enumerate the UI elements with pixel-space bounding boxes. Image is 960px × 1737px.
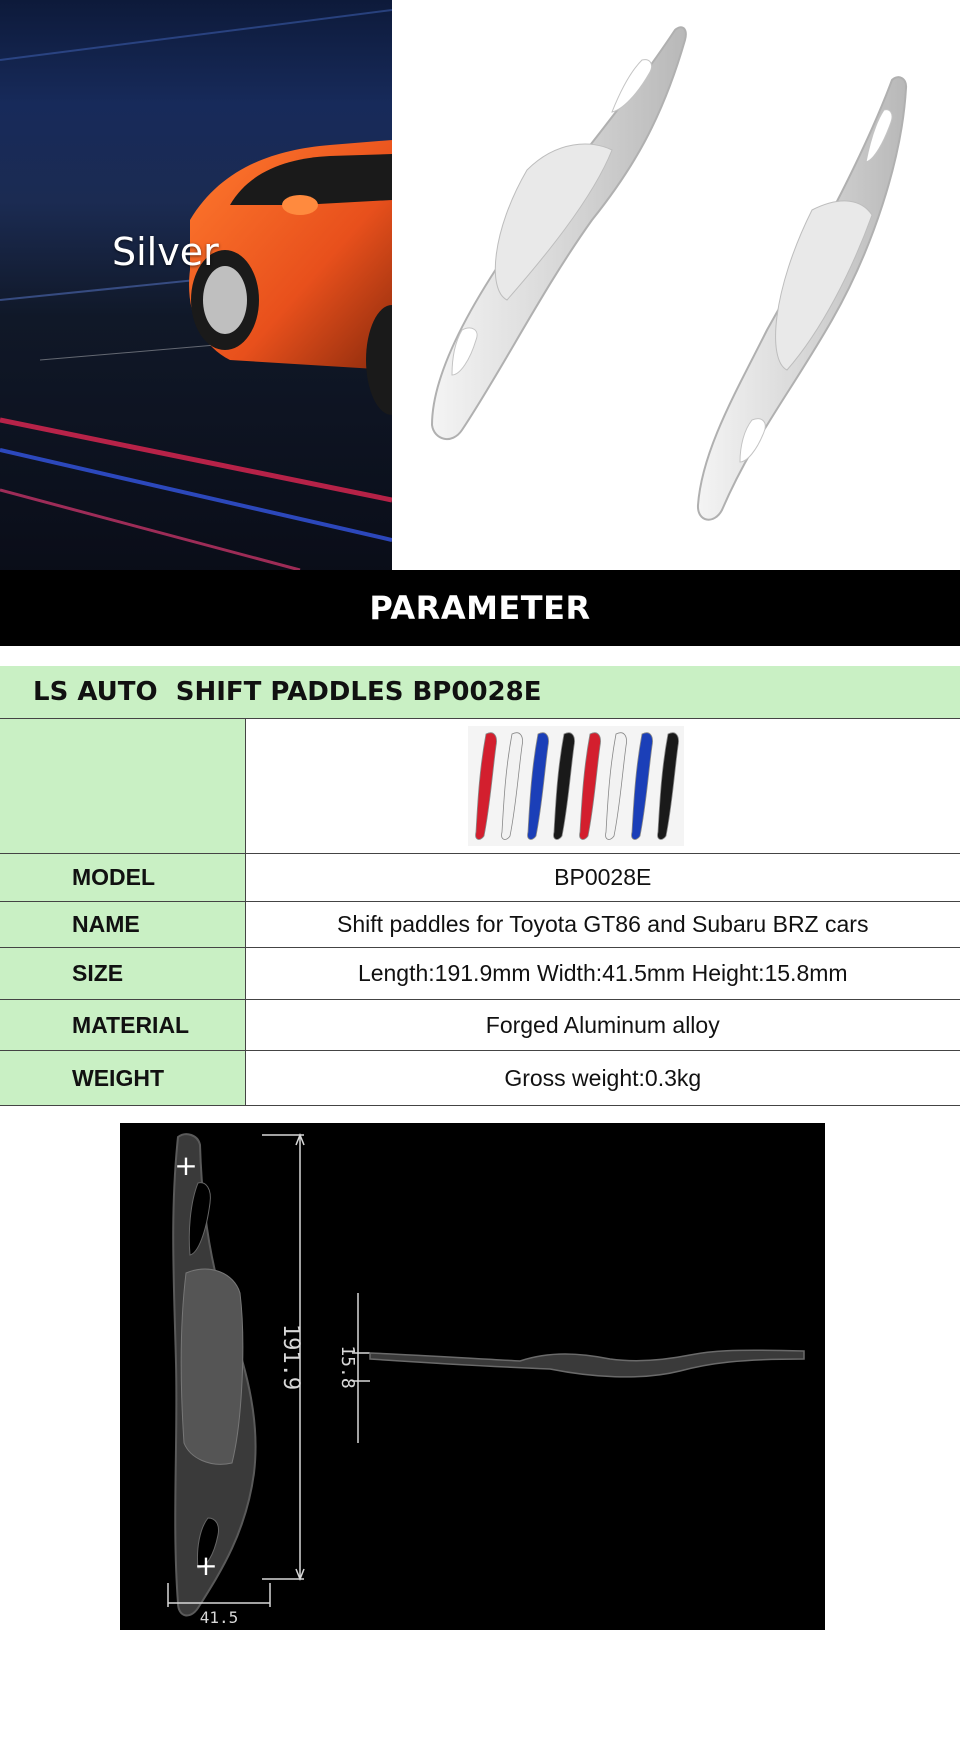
spec-value: BP0028E: [245, 854, 960, 902]
spec-key: NAME: [0, 902, 245, 948]
table-row: [0, 1051, 960, 1106]
thumbnail-key-cell: [0, 719, 245, 854]
table-row: [0, 902, 960, 948]
length-dimension-label: 191.9: [278, 1323, 303, 1391]
spec-key: WEIGHT: [0, 1051, 245, 1106]
width-dimension-label: 41.5: [199, 1608, 239, 1627]
plus-sign-top: +: [174, 1149, 198, 1182]
paddle-side-view: [370, 1350, 804, 1377]
spec-value: Forged Aluminum alloy: [245, 1000, 960, 1051]
spec-table: [0, 718, 960, 1106]
spec-table-title-row: [0, 666, 960, 718]
color-variants-thumbnail: [468, 726, 698, 846]
hero-banner: [0, 0, 960, 575]
thumbnail-value-cell: [245, 719, 960, 854]
spec-table-title: LS AUTO SHIFT PADDLES BP0028E: [33, 677, 542, 707]
hero-car-scene: [0, 0, 392, 577]
table-row: [0, 948, 960, 1000]
plus-sign-bottom: +: [194, 1549, 218, 1582]
spec-key: SIZE: [0, 948, 245, 1000]
table-row: [0, 1000, 960, 1051]
spec-key: MODEL: [0, 854, 245, 902]
spec-value: Gross weight:0.3kg: [245, 1051, 960, 1106]
table-row: [0, 854, 960, 902]
product-photo-silver-paddles: [392, 0, 960, 570]
car-scene-illustration: [0, 0, 392, 577]
spec-key: MATERIAL: [0, 1000, 245, 1051]
parameter-title: PARAMETER: [369, 589, 591, 627]
height-dimension-label: 15.8: [337, 1345, 358, 1389]
silver-paddles-image: [392, 0, 960, 570]
dimension-drawing: [120, 1123, 825, 1630]
spec-value: Shift paddles for Toyota GT86 and Subaru BRZ cars: [245, 902, 960, 948]
table-row-thumbnail: [0, 719, 960, 854]
color-label: Silver: [112, 230, 219, 274]
parameter-section-header: [0, 570, 960, 646]
spec-value: Length:191.9mm Width:41.5mm Height:15.8mm: [245, 948, 960, 1000]
dimension-drawing-svg: [120, 1123, 825, 1630]
